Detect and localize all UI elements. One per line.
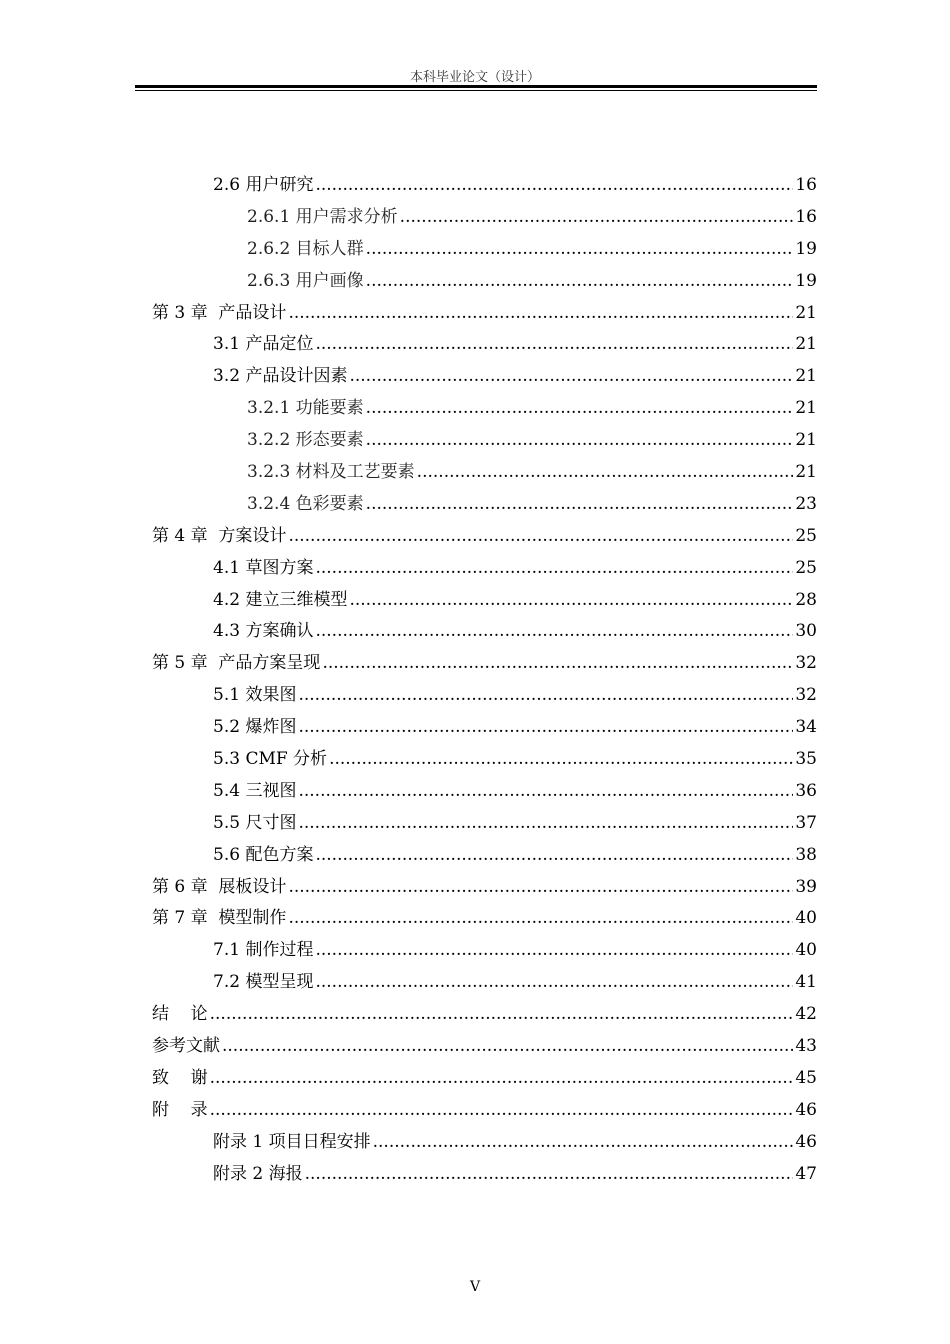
toc-entry-label: 5.6 配色方案 — [213, 844, 314, 865]
toc-entry-page: 40 — [795, 908, 817, 929]
toc-entry-page: 21 — [795, 462, 817, 483]
page-number: V — [469, 1279, 481, 1295]
toc-entry-label: 第 5 章 产品方案呈现 — [152, 653, 321, 674]
toc-dot-leader — [288, 903, 793, 935]
toc-entry[interactable] — [152, 298, 817, 330]
toc-dot-leader — [366, 393, 794, 425]
toc-dot-leader — [349, 361, 793, 393]
toc-dot-leader — [298, 712, 793, 744]
toc-entry-label: 参考文献 — [152, 1036, 220, 1057]
toc-entry-label: 3.2.4 色彩要素 — [247, 493, 364, 514]
toc-entry[interactable] — [152, 840, 817, 872]
toc-entry-label: 2.6.3 用户画像 — [247, 270, 364, 291]
header-rule-thin — [135, 90, 817, 91]
toc-dot-leader — [298, 680, 793, 712]
toc-entry-label: 第 3 章 产品设计 — [152, 302, 287, 323]
toc-entry[interactable] — [152, 744, 817, 776]
toc-entry-label: 2.6.1 用户需求分析 — [247, 206, 398, 227]
toc-entry-label: 3.1 产品定位 — [213, 334, 314, 355]
toc-entry-page: 21 — [795, 430, 817, 451]
toc-entry[interactable] — [152, 648, 817, 680]
toc-entry-label: 第 6 章 展板设计 — [152, 876, 287, 897]
toc-dot-leader — [315, 170, 793, 202]
toc-entry[interactable] — [152, 616, 817, 648]
toc-entry-label: 第 7 章 模型制作 — [152, 908, 287, 929]
toc-entry[interactable] — [152, 489, 817, 521]
toc-entry[interactable] — [152, 329, 817, 361]
toc-entry[interactable] — [152, 776, 817, 808]
toc-entry[interactable] — [152, 361, 817, 393]
toc-dot-leader — [366, 489, 794, 521]
toc-dot-leader — [222, 1031, 793, 1063]
toc-dot-leader — [315, 935, 793, 967]
toc-dot-leader — [288, 298, 793, 330]
toc-entry-label: 致 谢 — [152, 1067, 208, 1088]
toc-dot-leader — [305, 1159, 794, 1191]
toc-dot-leader — [288, 872, 793, 904]
toc-entry-page: 16 — [795, 175, 817, 195]
toc-entry-page: 41 — [795, 972, 817, 993]
toc-dot-leader — [315, 553, 793, 585]
toc-entry-page: 21 — [795, 302, 817, 323]
toc-entry-label: 附 录 — [152, 1099, 208, 1120]
toc-entry[interactable] — [152, 202, 817, 234]
toc-dot-leader — [366, 266, 794, 298]
toc-entry-label: 3.2 产品设计因素 — [213, 366, 348, 387]
toc-entry-label: 5.1 效果图 — [213, 685, 297, 706]
toc-entry[interactable] — [152, 903, 817, 935]
toc-entry[interactable] — [152, 1031, 817, 1063]
toc-entry[interactable] — [152, 266, 817, 298]
toc-entry[interactable] — [152, 1063, 817, 1095]
toc-entry[interactable] — [152, 457, 817, 489]
toc-entry[interactable] — [152, 680, 817, 712]
toc-entry[interactable] — [152, 872, 817, 904]
toc-entry[interactable] — [152, 1095, 817, 1127]
toc-dot-leader — [322, 648, 793, 680]
toc-entry-page: 36 — [795, 780, 817, 801]
toc-dot-leader — [366, 425, 794, 457]
toc-entry-label: 结 论 — [152, 1004, 208, 1025]
toc-dot-leader — [298, 776, 793, 808]
toc-dot-leader — [366, 234, 794, 266]
toc-entry-label: 4.3 方案确认 — [213, 621, 314, 642]
toc-entry-page: 40 — [795, 940, 817, 961]
toc-dot-leader — [315, 840, 793, 872]
toc-entry-label: 5.4 三视图 — [213, 780, 297, 801]
toc-dot-leader — [400, 202, 794, 234]
toc-entry-page: 47 — [795, 1163, 817, 1184]
toc-entry[interactable] — [152, 553, 817, 585]
toc-entry-label: 5.5 尺寸图 — [213, 812, 297, 833]
toc-entry-page: 19 — [795, 238, 817, 259]
toc-entry[interactable] — [152, 393, 817, 425]
toc-entry[interactable] — [152, 234, 817, 266]
toc-entry-label: 第 4 章 方案设计 — [152, 525, 287, 546]
toc-entry-page: 38 — [795, 844, 817, 865]
toc-entry[interactable] — [152, 935, 817, 967]
running-header: 本科毕业论文（设计） — [409, 70, 540, 85]
toc-entry-page: 37 — [795, 812, 817, 833]
toc-entry-page: 42 — [795, 1004, 817, 1025]
toc-entry-label: 4.2 建立三维模型 — [213, 589, 348, 610]
toc-entry-label: 7.1 制作过程 — [213, 940, 314, 961]
toc-entry-page: 16 — [795, 206, 817, 227]
toc-entry[interactable] — [152, 967, 817, 999]
toc-entry-page: 21 — [795, 366, 817, 387]
toc-entry-page: 30 — [795, 621, 817, 642]
toc-entry[interactable] — [152, 1127, 817, 1159]
toc-dot-leader — [210, 999, 794, 1031]
toc-entry-page: 46 — [795, 1099, 817, 1120]
toc-entry-label: 3.2.3 材料及工艺要素 — [247, 462, 415, 483]
toc-entry[interactable] — [152, 1159, 817, 1191]
toc-dot-leader — [315, 616, 793, 648]
toc-entry-page: 32 — [795, 685, 817, 706]
toc-entry-page: 25 — [795, 557, 817, 578]
toc-entry-page: 43 — [795, 1036, 817, 1057]
toc-dot-leader — [288, 521, 793, 553]
toc-dot-leader — [315, 329, 793, 361]
toc-entry[interactable] — [152, 808, 817, 840]
toc-entry-label: 7.2 模型呈现 — [213, 972, 314, 993]
toc-entry-page: 21 — [795, 398, 817, 419]
toc-entry-page: 28 — [795, 589, 817, 610]
header-rule — [135, 85, 817, 88]
toc-dot-leader — [210, 1095, 794, 1127]
toc-entry-page: 21 — [795, 334, 817, 355]
toc-entry-label: 2.6.2 目标人群 — [247, 238, 364, 259]
toc-entry[interactable] — [152, 712, 817, 744]
toc-entry-label: 5.2 爆炸图 — [213, 717, 297, 738]
toc-entry[interactable] — [152, 425, 817, 457]
toc-entry-page: 19 — [795, 270, 817, 291]
toc-dot-leader — [315, 967, 793, 999]
toc-entry-page: 45 — [795, 1067, 817, 1088]
toc-entry-page: 39 — [795, 876, 817, 897]
toc-entry-label: 5.3 CMF 分析 — [213, 749, 328, 770]
toc-entry-page: 25 — [795, 525, 817, 546]
toc-dot-leader — [329, 744, 793, 776]
toc-entry-page: 35 — [795, 749, 817, 770]
toc-entry-label: 3.2.2 形态要素 — [247, 430, 364, 451]
toc-dot-leader — [210, 1063, 794, 1095]
toc-entry[interactable] — [152, 585, 817, 617]
toc-entry-page: 23 — [795, 493, 817, 514]
toc-entry-label: 附录 1 项目日程安排 — [213, 1131, 371, 1152]
toc-entry[interactable] — [152, 170, 817, 202]
toc-dot-leader — [298, 808, 793, 840]
toc-dot-leader — [417, 457, 794, 489]
toc-entry[interactable] — [152, 999, 817, 1031]
toc-entry-page: 34 — [795, 717, 817, 738]
table-of-contents — [152, 170, 817, 1191]
toc-entry-label: 4.1 草图方案 — [213, 557, 314, 578]
toc-entry-label: 附录 2 海报 — [213, 1163, 303, 1184]
toc-entry-page: 46 — [795, 1131, 817, 1152]
toc-entry-label: 2.6 用户研究 — [213, 175, 314, 195]
toc-dot-leader — [349, 585, 793, 617]
toc-dot-leader — [373, 1127, 794, 1159]
toc-entry-page: 32 — [795, 653, 817, 674]
toc-entry-label: 3.2.1 功能要素 — [247, 398, 364, 419]
toc-entry[interactable] — [152, 521, 817, 553]
